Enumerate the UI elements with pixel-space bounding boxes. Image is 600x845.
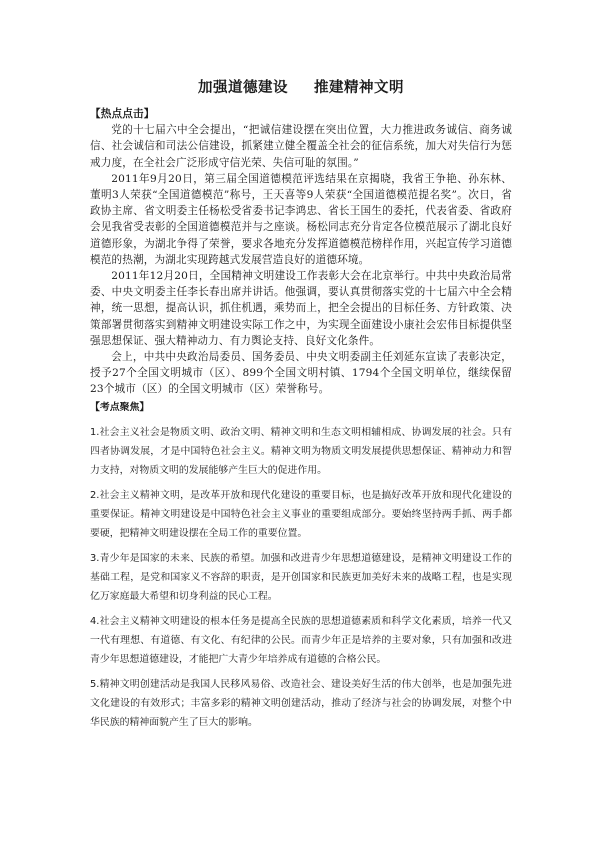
exam-focus-heading: 【考点聚焦】 [90,401,150,413]
hot-paragraph: 会上，中共中央政治局委员、国务委员、中央文明委副主任刘延东宣读了表彰决定，授予27个全国文明城市（区）、899个全国文明村镇、1794个全国文明单位，继续保留23个城市（区）的全国文明城市（区）荣誉称号。 [90,351,512,396]
hot-paragraph: 2011年12月20日，全国精神文明建设工作表彰大会在北京举行。中共中央政治局常委、中央文明委主任李长春出席并讲话。他强调，要认真贯彻落实党的十七届六中全会精神，统一思想，提高认识，抓住机遇，乘势而上，把全会提出的目标任务、方针政策、决策部署贯彻落实到精神文明建设实际工作之中，为实现全面建设小康社会宏伟目标提供坚强思想保证、强大精神动力、有力舆论支持、良好文化条件。 [90,270,512,347]
exam-focus-section [90,398,512,732]
hot-paragraph: 党的十七届六中全会提出，“把诚信建设摆在突出位置，大力推进政务诚信、商务诚信、社会诚信和司法公信建设，抓紧建立健全覆盖全社会的征信系统，加大对失信行为惩戒力度，在全社会广泛形成守信光荣、失信可耻的氛围。” [90,124,512,169]
page-title [90,76,512,97]
hot-paragraph: 2011年9月20日，第三届全国道德模范评选结果在京揭晓，我省王争艳、孙东林、董明3人荣获“全国道德模范”称号，王天喜等9人荣获“全国道德模范提名奖”。次日，省政协主席、省文明委主任杨松受省委书记李鸿忠、省长王国生的委托，代表省委、省政府会见我省受表彰的全国道德模范并与之座谈。杨松同志充分肯定各位模范展示了湖北良好道德形象，为湖北争得了荣誉，要求各地充分发挥道德模范榜样作用，兴起宣传学习道德模范的热潮，为湖北实现跨越式发展营造良好的道德环境。 [90,172,512,266]
hot-topic-section [90,106,512,398]
focus-item: 5.精神文明创建活动是我国人民移风易俗、改造社会、建设美好生活的伟大创举，也是加强先进文化建设的有效形式；丰富多彩的精神文明创建活动，推动了经济与社会的协调发展，对整个中华民族的精神面貌产生了巨大的影响。 [90,678,512,728]
focus-item: 2.社会主义精神文明，是改革开放和现代化建设的重要目标，也是搞好改革开放和现代化建设的重要保证。精神文明建设是中国特色社会主义事业的重要组成部分。要始终坚持两手抓、两手都要硬，把精神文明建设摆在全局工作的重要位置。 [90,489,512,539]
focus-item: 4.社会主义精神文明建设的根本任务是提高全民族的思想道德素质和科学文化素质，培养一代又一代有理想、有道德、有文化、有纪律的公民。而青少年正是培养的主要对象，只有加强和改进青少年思想道德建设，才能把广大青少年培养成有道德的合格公民。 [90,615,512,665]
hot-topic-heading: 【热点点击】 [90,108,155,120]
title-part-2: 推建精神文明 [314,80,404,96]
title-part-1: 加强道德建设 [198,80,288,96]
focus-item: 1.社会主义社会是物质文明、政治文明、精神文明和生态文明相辅相成、协调发展的社会。只有四者协调发展，才是中国特色社会主义。精神文明为物质文明发展提供思想保证、精神动力和智力支持，对物质文明的发展能够产生巨大的促进作用。 [90,426,512,476]
focus-item: 3.青少年是国家的未来、民族的希望。加强和改进青少年思想道德建设，是精神文明建设工作的基础工程，是党和国家义不容辞的职责，是开创国家和民族更加美好未来的战略工程，也是实现亿万家庭最大希望和切身利益的民心工程。 [90,552,512,602]
